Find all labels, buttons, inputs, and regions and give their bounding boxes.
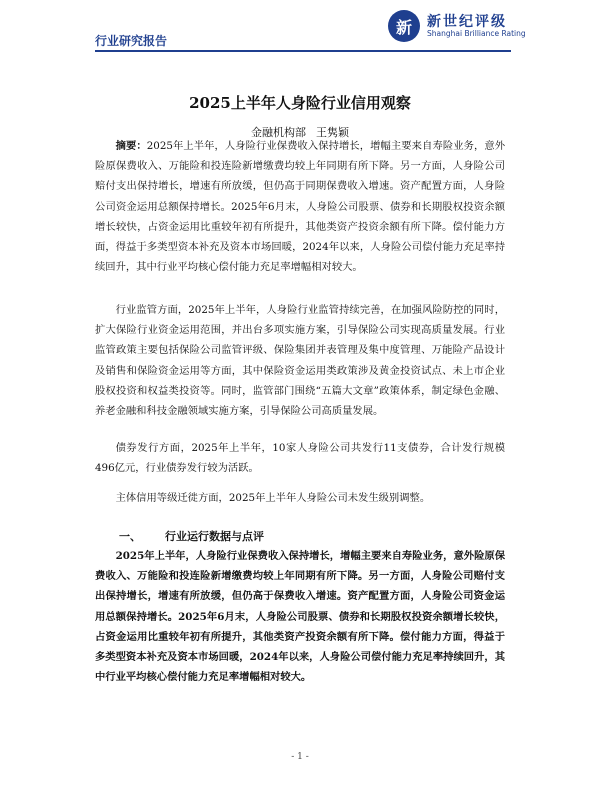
abstract-lead: 摘要：: [115, 140, 147, 152]
section-number: 一、: [119, 530, 141, 543]
section-heading: [95, 528, 264, 544]
regulation-paragraph: 行业监管方面，2025年上半年，人身险行业监管持续完善，在加强风险防控的同时，扩大保险行业资金运用范围，并出台多项实施方案，引导保险公司实现高质量发展。行业监管政策主要包括保险公司监管评级、保险集团并表管理及集中度管理、万能险产品设计及销售和保险资金运用等方面，其中保险资金运用类政策涉及黄金投资试点、未上市企业股权投资和权益类投资等。同时，监管部门围绕“五篇大文章”政策体系，制定绿色金融、养老金融和科技金融领域实施方案，引导保险公司高质量发展。: [95, 304, 505, 418]
abstract-text: 2025年上半年，人身险行业保费收入保持增长，增幅主要来自寿险业务，意外险原保费收入、万能险和投连险新增缴费均较上年同期有所下降。另一方面，人身险公司赔付支出保持增长，增速有所放缓，但仍高于同期保费收入增速。资产配置方面，人身险公司资金运用总额保持增长。2025年6月末，人身险公司股票、债券和长期股权投资余额增长较快，占资金运用比重较年初有所提升，其他类资产投资余额有所下降。偿付能力方面，得益于多类型资本补充及资本市场回暖，2024年以来，人身险公司偿付能力充足率持续回升，其中行业平均核心偿付能力充足率增幅相对较大。: [95, 140, 505, 274]
page-number: - 1 -: [291, 752, 309, 762]
report-type-label: 行业研究报告: [95, 34, 168, 48]
author-department: 金融机构部: [251, 126, 306, 139]
page-title: 2025上半年人身险行业信用观察: [189, 94, 411, 112]
section-body-paragraph: 2025年上半年，人身险行业保费收入保持增长，增幅主要来自寿险业务，意外险原保费收入、万能险和投连险新增缴费均较上年同期有所下降。另一方面，人身险公司赔付支出保持增长，增速有所放缓，但仍高于保费收入增速。资产配置方面，人身险公司资金运用总额保持增长。2025年6月末，人身险公司股票、债券和长期股权投资余额增长较快，占资金运用比重较年初有所提升，其他类资产投资余额有所下降。偿付能力方面，得益于多类型资本补充及资本市场回暖，2024年以来，人身险公司偿付能力充足率持续回升，其中行业平均核心偿付能力充足率增幅相对较大。: [95, 550, 505, 684]
abstract-paragraph: [95, 136, 505, 277]
rating-paragraph: 主体信用等级迁徙方面，2025年上半年人身险公司未发生级别调整。: [115, 492, 431, 504]
brand-name-en: Shanghai Brilliance Rating: [427, 29, 526, 38]
section-title: 行业运行数据与点评: [165, 530, 264, 543]
header-divider: [95, 50, 511, 52]
brand-name-cn: 新世纪评级: [427, 14, 507, 30]
debt-paragraph: 债券发行方面，2025年上半年，10家人身险公司共发行11支债券，合计发行规模496亿元，行业债券发行较为活跃。: [95, 442, 505, 475]
author-name: 王隽颖: [316, 126, 349, 139]
brilliance-logo-icon: 新: [388, 10, 420, 42]
page-header: [0, 0, 600, 52]
